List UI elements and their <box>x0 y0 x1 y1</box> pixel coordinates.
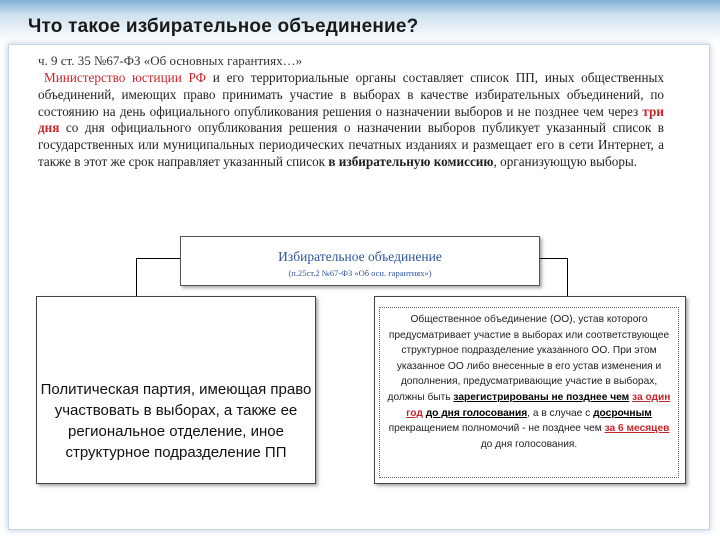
one-year-highlight: за один год <box>406 391 671 419</box>
before-vote-highlight: до дня голосования <box>425 407 528 419</box>
early-highlight: досрочным <box>593 407 652 419</box>
commission-highlight: в избирательную комиссию <box>328 153 494 169</box>
center-definition-box <box>180 236 540 286</box>
law-reference: ч. 9 ст. 35 №67-ФЗ «Об основных гарантиях…» <box>38 53 303 68</box>
right-text-part4: до дня голосования. <box>480 438 578 450</box>
political-party-box <box>36 296 316 484</box>
right-text-part3: прекращением полномочий - не позднее чем <box>388 423 605 435</box>
center-box-title: Избирательное объединение <box>278 249 442 264</box>
paragraph-part3: , организующую выборы. <box>493 153 638 169</box>
registered-highlight: зарегистрированы не позднее чем <box>453 391 630 403</box>
connector-left-vertical <box>136 258 137 296</box>
connector-left-horizontal <box>136 258 180 259</box>
right-text-part2: , а в случае с <box>527 407 594 419</box>
connector-right-vertical <box>567 258 568 296</box>
public-association-box <box>374 296 686 484</box>
ministry-name: Министерство юстиции РФ <box>44 70 207 85</box>
six-months-highlight: за 6 месяцев <box>604 423 670 435</box>
main-paragraph <box>38 70 664 171</box>
three-days-highlight: три дня <box>38 103 664 136</box>
center-box-subtitle: (п.25ст.2 №67-ФЗ «Об осн. гарантиях») <box>288 268 432 278</box>
public-association-text <box>379 307 679 478</box>
right-text-part1: Общественное объединение (ОО), устав которого предусматривает участие в выборах или соответствующее структурное подразделение указанного ОО. При этом указанное ОО либо внесенные в его устав изменения и дополнения, предусматривающие участие в выборах, должны быть <box>387 314 670 403</box>
page-title: Что такое избирательное объединение? <box>28 16 419 37</box>
paragraph-part1: и его территориальные органы составляет список ПП, иных общественных объединений, имеющих право принимать участие в выборах в качестве избирательных объединений, по состоянию на день официального опубликования решения о назначении выборов и не позднее чем через <box>38 70 664 119</box>
paragraph-part2: со дня официального опубликования решения о назначении выборов публикует указанный список в государственных или муниципальных периодических печатных изданиях и размещает его в сети Интернет, а также в этот же срок направляет указанный список <box>38 120 664 169</box>
connector-right-horizontal <box>539 258 568 259</box>
political-party-text: Политическая партия, имеющая право участвовать в выборах, а также ее региональное отделение, иное структурное подразделение ПП <box>40 381 312 461</box>
